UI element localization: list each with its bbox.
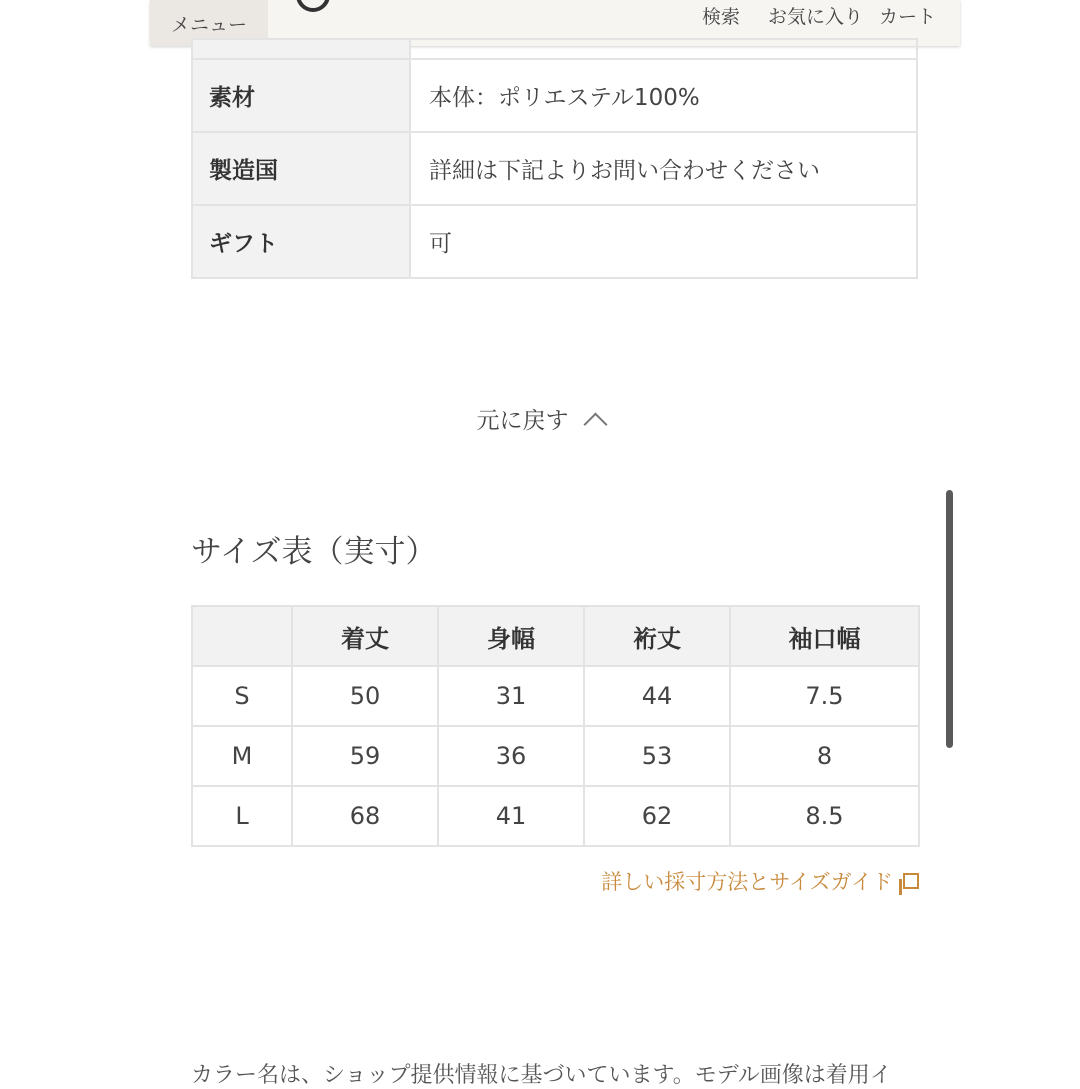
spec-key: 製造国 [192,132,410,205]
spec-value: 詳細は下記よりお問い合わせください [410,132,917,205]
table-cell: 59 [292,726,438,786]
table-cell: 68 [292,786,438,846]
spec-key: ギフト [192,205,410,278]
table-cell: 8.5 [730,786,919,846]
size-guide-label: 詳しい採寸方法とサイズガイド [601,870,893,894]
table-row [192,59,917,132]
column-header: 裄丈 [584,606,730,666]
header-nav [702,0,936,30]
favorites-link[interactable]: お気に入り [767,5,863,28]
column-header: 袖口幅 [730,606,919,666]
size-chart-table [191,605,920,847]
table-cell: 8 [730,726,919,786]
table-row [192,786,919,846]
column-header: 着丈 [292,606,438,666]
table-row [192,666,919,726]
spec-value: 本体：ポリエステル100% [410,59,917,132]
table-cell: 53 [584,726,730,786]
collapse-toggle[interactable] [0,402,1080,435]
scrollbar-thumb[interactable] [946,490,953,748]
table-cell: 36 [438,726,584,786]
column-header [192,606,292,666]
table-cell: 50 [292,666,438,726]
table-row [192,132,917,205]
brand-logo-icon[interactable] [296,0,330,12]
search-link[interactable]: 検索 [701,5,740,28]
spec-key: 素材 [192,59,410,132]
size-chart-title: サイズ表（実寸） [191,534,437,570]
spec-table [191,38,918,279]
column-header: 身幅 [438,606,584,666]
cart-link[interactable]: カート [878,5,936,28]
size-label: M [192,726,292,786]
external-link-icon [903,873,919,889]
menu-button[interactable]: メニュー [150,0,268,46]
table-row [192,205,917,278]
spec-value: 可 [410,205,917,278]
table-row [192,39,917,59]
table-header-row [192,606,919,666]
color-note: カラー名は、ショップ提供情報に基づいています。モデル画像は着用イ [191,1063,892,1088]
table-row [192,726,919,786]
table-cell: 44 [584,666,730,726]
table-cell: 62 [584,786,730,846]
chevron-up-icon [583,412,607,436]
size-guide-link[interactable] [601,866,919,896]
table-cell: 7.5 [730,666,919,726]
table-cell: 31 [438,666,584,726]
table-cell: 41 [438,786,584,846]
size-label: L [192,786,292,846]
collapse-label: 元に戻す [476,408,569,434]
size-label: S [192,666,292,726]
